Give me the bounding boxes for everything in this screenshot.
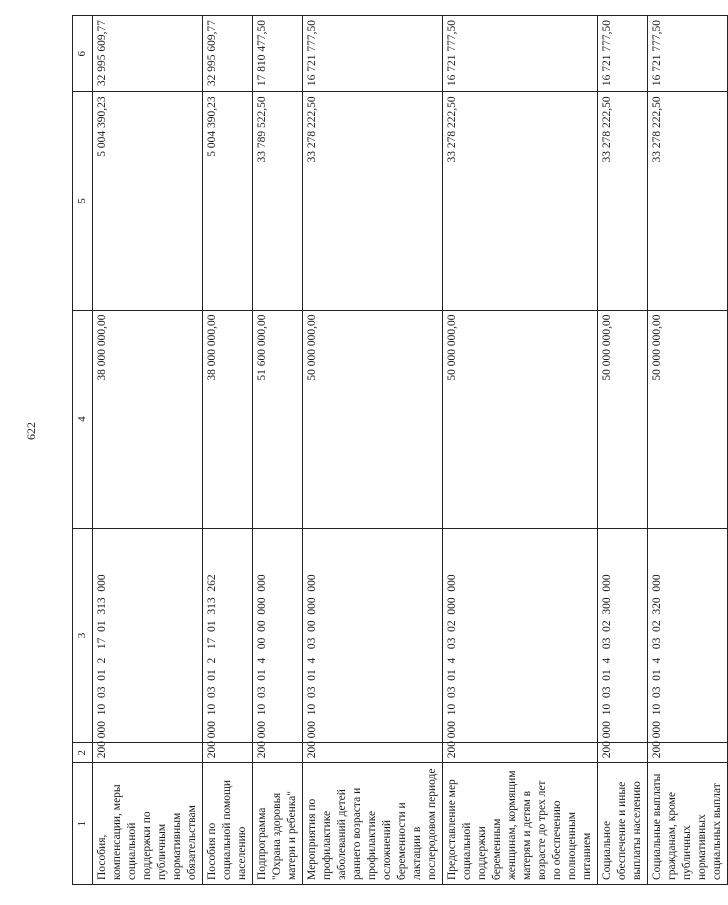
column-header-6: 6 xyxy=(73,16,93,92)
column-header-4: 4 xyxy=(73,310,93,528)
value-cell-c4: 50 000 000,00 xyxy=(443,310,598,528)
value-cell-c4: 38 000 000,00 xyxy=(203,310,253,528)
value-cell-c6: 16 721 777,50 xyxy=(443,16,598,92)
value-cell-c6: 32 995 609,77 xyxy=(93,16,203,92)
row-name-cell: Социальные выплаты гражданам, кроме публичных нормативных социальных выплат xyxy=(648,763,728,885)
value-cell-c5: 33 278 222,50 xyxy=(598,92,648,310)
value-cell-c4: 38 000 000,00 xyxy=(93,310,203,528)
value-cell-c6: 16 721 777,50 xyxy=(648,16,728,92)
table-row xyxy=(203,16,253,885)
value-cell-c5: 33 278 222,50 xyxy=(443,92,598,310)
value-cell-c2: 200 xyxy=(93,743,203,763)
value-cell-c6: 32 995 609,77 xyxy=(203,16,253,92)
row-name-cell: Предоставление мер социальной поддержки беременным женщинам, кормящим матерям и детям в возрасте до трех лет по обеспечению полноценным питанием xyxy=(443,763,598,885)
classification-code-cell: 000 10 03 01 4 03 00 000 000 xyxy=(303,528,443,743)
value-cell-c2: 200 xyxy=(203,743,253,763)
table-row xyxy=(303,16,443,885)
value-cell-c5: 33 278 222,50 xyxy=(303,92,443,310)
value-cell-c6: 16 721 777,50 xyxy=(598,16,648,92)
column-header-5: 5 xyxy=(73,92,93,310)
value-cell-c2: 200 xyxy=(648,743,728,763)
classification-code-cell: 000 10 03 01 4 03 02 320 000 xyxy=(648,528,728,743)
column-header-1: 1 xyxy=(73,763,93,885)
budget-table xyxy=(72,15,728,885)
row-name-cell: Подпрограмма "Охрана здоровья матери и ребенка" xyxy=(253,763,303,885)
page-number: 622 xyxy=(24,422,38,440)
classification-code-cell: 000 10 03 01 2 17 01 313 262 xyxy=(203,528,253,743)
table-row xyxy=(598,16,648,885)
row-name-cell: Социальное обеспечение и иные выплаты населению xyxy=(598,763,648,885)
table-row xyxy=(253,16,303,885)
header-row xyxy=(73,16,93,885)
table-row xyxy=(443,16,598,885)
classification-code-cell: 000 10 03 01 4 03 02 300 000 xyxy=(598,528,648,743)
column-header-3: 3 xyxy=(73,528,93,743)
table-row xyxy=(93,16,203,885)
value-cell-c5: 33 278 222,50 xyxy=(648,92,728,310)
budget-table-rotated xyxy=(72,15,723,885)
value-cell-c2: 200 xyxy=(253,743,303,763)
value-cell-c4: 50 000 000,00 xyxy=(598,310,648,528)
value-cell-c6: 16 721 777,50 xyxy=(303,16,443,92)
classification-code-cell: 000 10 03 01 4 00 00 000 000 xyxy=(253,528,303,743)
table-row xyxy=(648,16,728,885)
value-cell-c2: 200 xyxy=(303,743,443,763)
value-cell-c4: 50 000 000,00 xyxy=(648,310,728,528)
row-name-cell: Пособия по социальной помощи населению xyxy=(203,763,253,885)
column-header-2: 2 xyxy=(73,743,93,763)
value-cell-c5: 5 004 390,23 xyxy=(93,92,203,310)
value-cell-c5: 33 789 522,50 xyxy=(253,92,303,310)
value-cell-c6: 17 810 477,50 xyxy=(253,16,303,92)
value-cell-c5: 5 004 390,23 xyxy=(203,92,253,310)
value-cell-c4: 51 600 000,00 xyxy=(253,310,303,528)
classification-code-cell: 000 10 03 01 2 17 01 313 000 xyxy=(93,528,203,743)
row-name-cell: Мероприятия по профилактике заболеваний детей раннего возраста и профилактике осложнений беременности и лактации в послеродовом периоде xyxy=(303,763,443,885)
classification-code-cell: 000 10 03 01 4 03 02 000 000 xyxy=(443,528,598,743)
value-cell-c2: 200 xyxy=(443,743,598,763)
row-name-cell: Пособия, компенсации, меры социальной поддержки по публичным нормативным обязательствам xyxy=(93,763,203,885)
value-cell-c2: 200 xyxy=(598,743,648,763)
value-cell-c4: 50 000 000,00 xyxy=(303,310,443,528)
